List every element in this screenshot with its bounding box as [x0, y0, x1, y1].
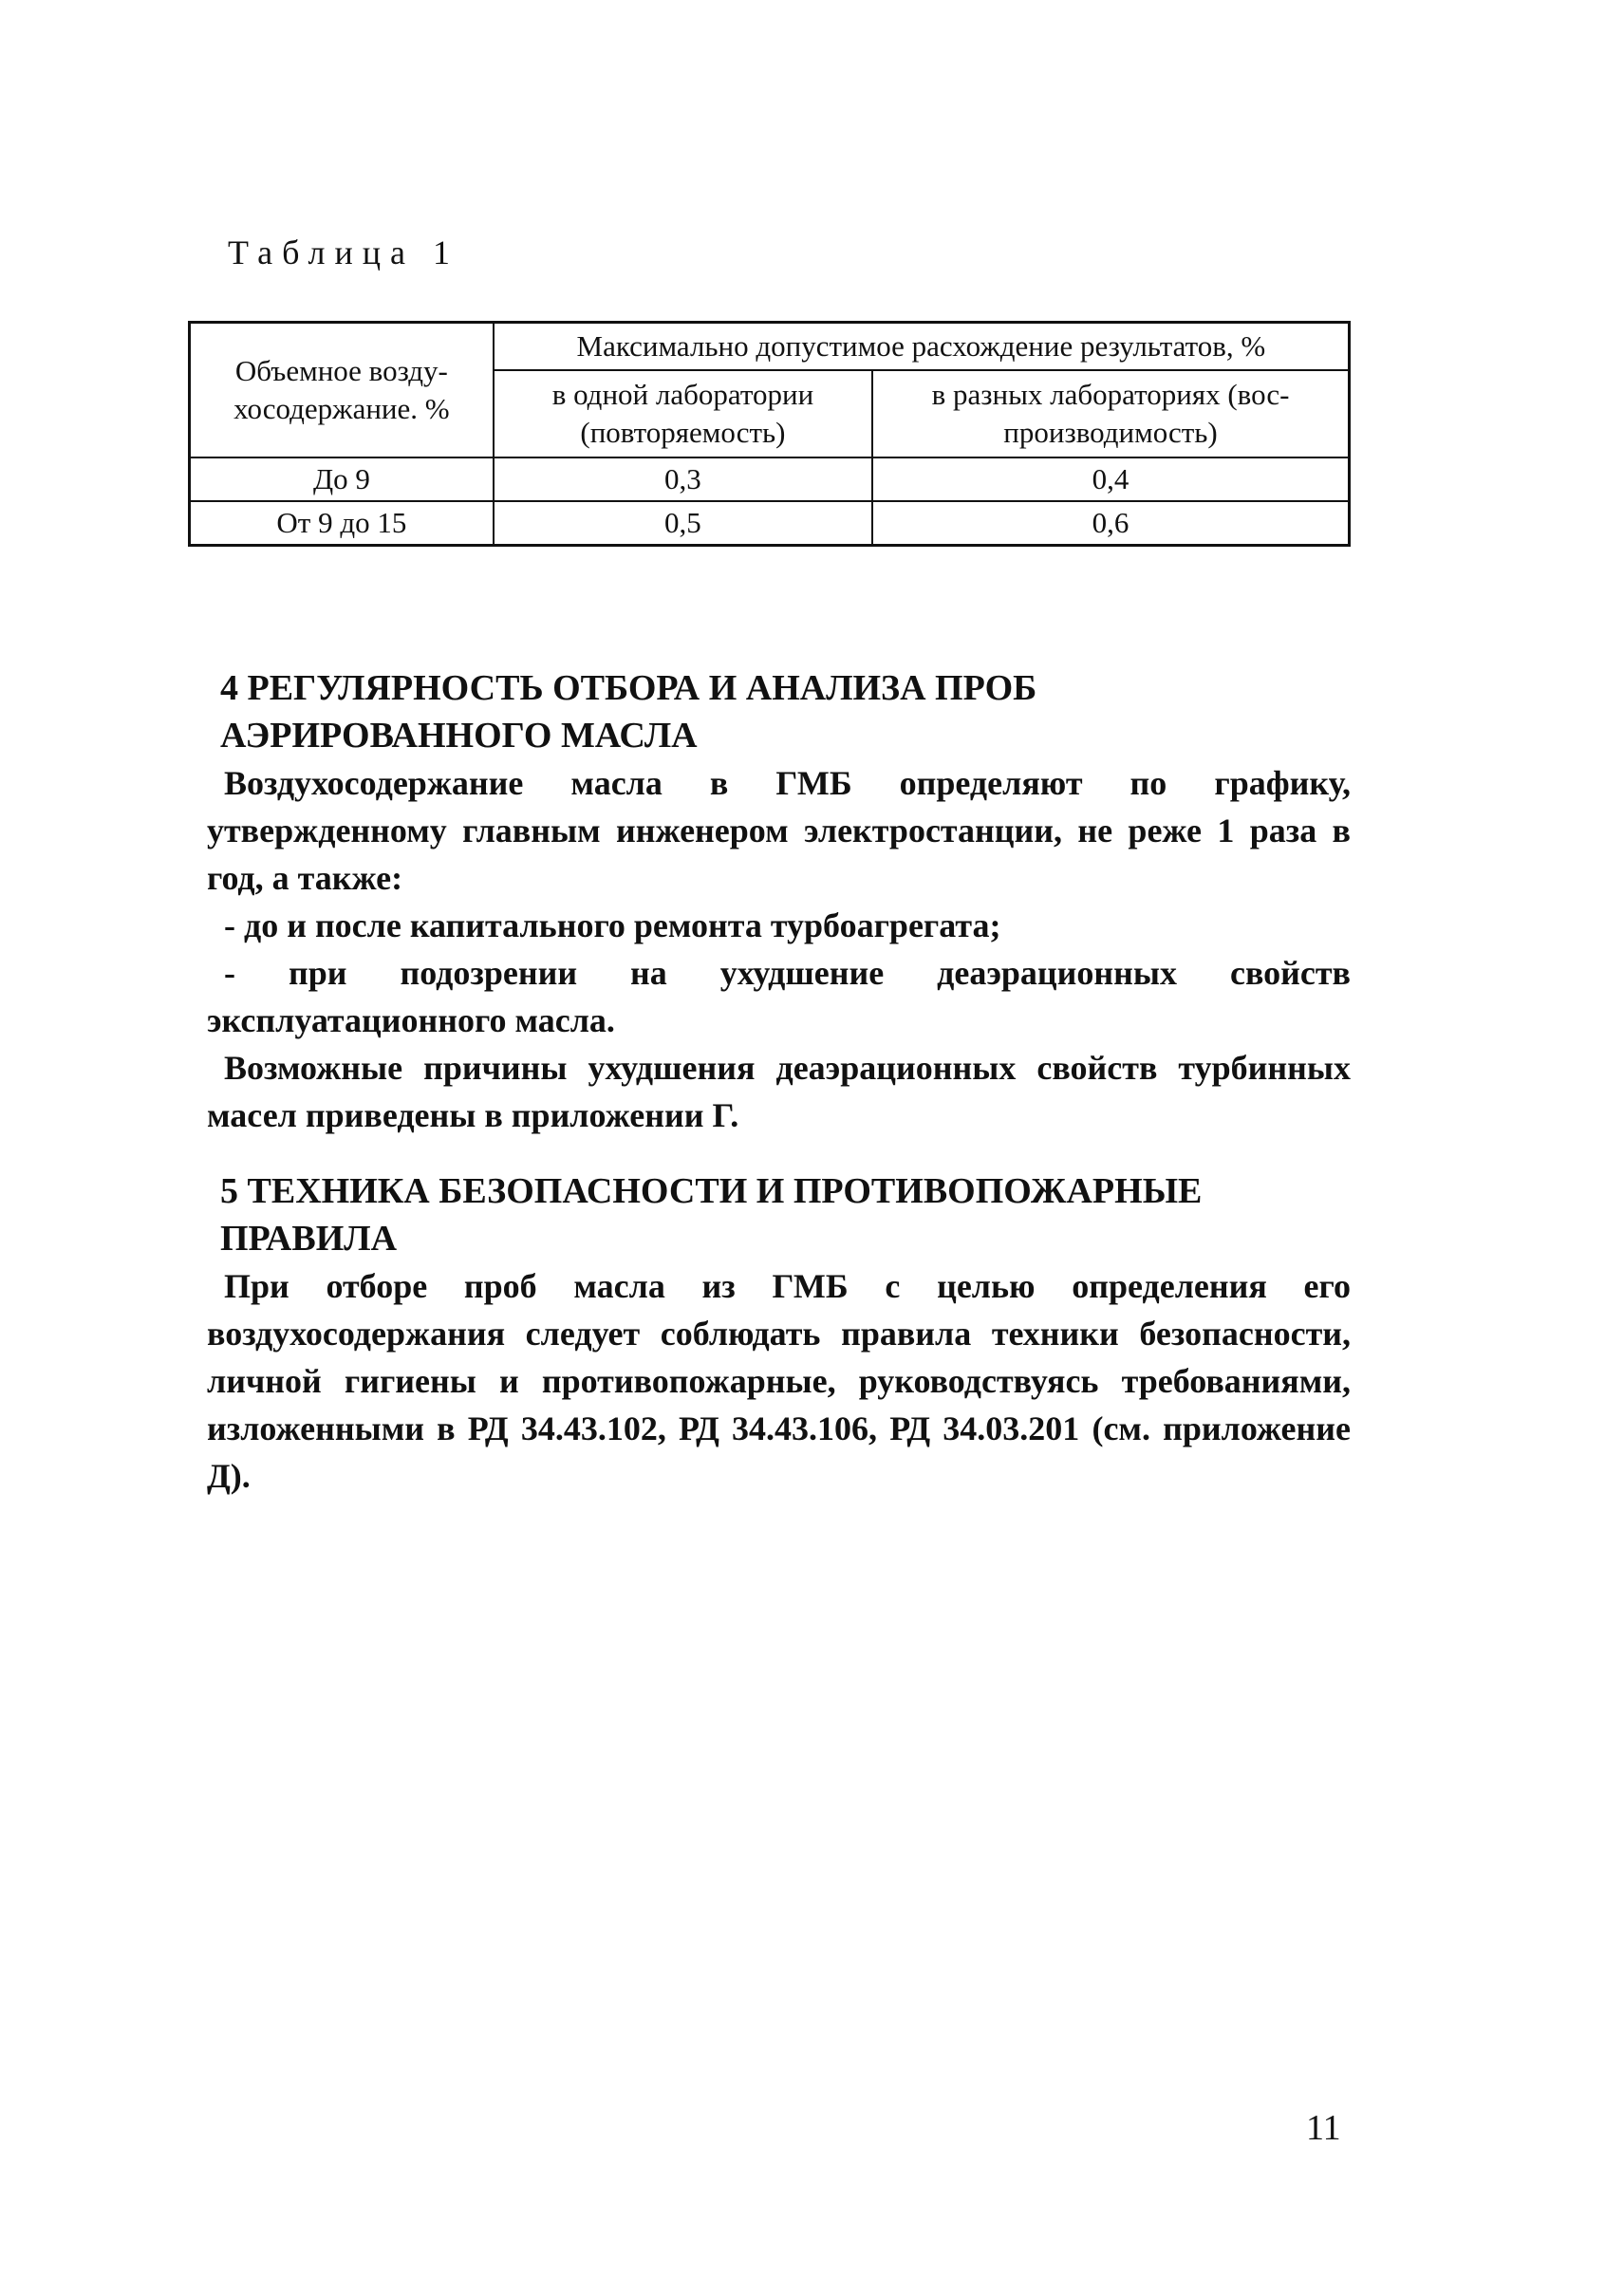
header-repeatability-line1: в одной лаборатории: [551, 377, 814, 411]
table-caption: Таблица 1: [228, 233, 459, 271]
header-air-content-line2: хосодержание. %: [233, 392, 450, 425]
section-4-paragraph: Воздухосодержание масла в ГМБ определяют по графику, утвержденному главным инженером электростанции, не реже 1 раза в год, а также:: [207, 764, 1351, 897]
table-header-row: [190, 323, 1350, 371]
header-repeatability: [494, 370, 872, 457]
cell-range: До 9: [190, 457, 494, 501]
header-repeatability-line2: (повторяемость): [580, 416, 786, 449]
section-5-heading: [207, 1167, 1351, 1262]
table-row: [190, 501, 1350, 546]
header-reproducibility-line1: в разных лабораториях (вос-: [931, 377, 1290, 411]
section-4-list-item: - при подозрении на ухудшение деаэрационных свойств эксплуатационного масла.: [207, 954, 1351, 1039]
page-number: 11: [1306, 2108, 1341, 2148]
cell-repeatability: 0,5: [494, 501, 872, 546]
cell-repeatability: 0,3: [494, 457, 872, 501]
header-air-content: [190, 323, 494, 458]
header-air-content-line1: Объемное возду-: [234, 353, 448, 387]
tolerance-table: [188, 321, 1351, 547]
cell-reproducibility: 0,6: [872, 501, 1349, 546]
header-reproducibility: [872, 370, 1349, 457]
section-4-heading-line1: 4 РЕГУЛЯРНОСТЬ ОТБОРА И АНАЛИЗА ПРОБ: [220, 668, 1037, 708]
section-5: [207, 1167, 1351, 1500]
section-4-heading-line2: АЭРИРОВАННОГО МАСЛА: [220, 716, 698, 756]
section-5-heading-line2: ПРАВИЛА: [220, 1219, 398, 1259]
section-4-heading: [207, 664, 1351, 759]
section-5-paragraph: При отборе проб масла из ГМБ с целью определения его воздухосодержания следует соблюдать правила техники безопасности, личной гигиены и противопожарные, руководствуясь требованиями, изложенными в РД 34.43.102, РД 34.43.106, РД 34.03.201 (см. приложение Д).: [207, 1267, 1351, 1495]
header-max-deviation: Максимально допустимое расхождение результатов, %: [494, 323, 1350, 371]
section-5-heading-line1: 5 ТЕХНИКА БЕЗОПАСНОСТИ И ПРОТИВОПОЖАРНЫЕ: [220, 1171, 1203, 1211]
section-4: [207, 664, 1351, 1139]
section-4-paragraph: Возможные причины ухудшения деаэрационных свойств турбинных масел приведены в приложении Г.: [207, 1049, 1351, 1134]
cell-reproducibility: 0,4: [872, 457, 1349, 501]
section-4-list-item: - до и после капитального ремонта турбоагрегата;: [224, 906, 1001, 944]
table-row: [190, 457, 1350, 501]
header-reproducibility-line2: производимость): [1003, 416, 1218, 449]
cell-range: От 9 до 15: [190, 501, 494, 546]
